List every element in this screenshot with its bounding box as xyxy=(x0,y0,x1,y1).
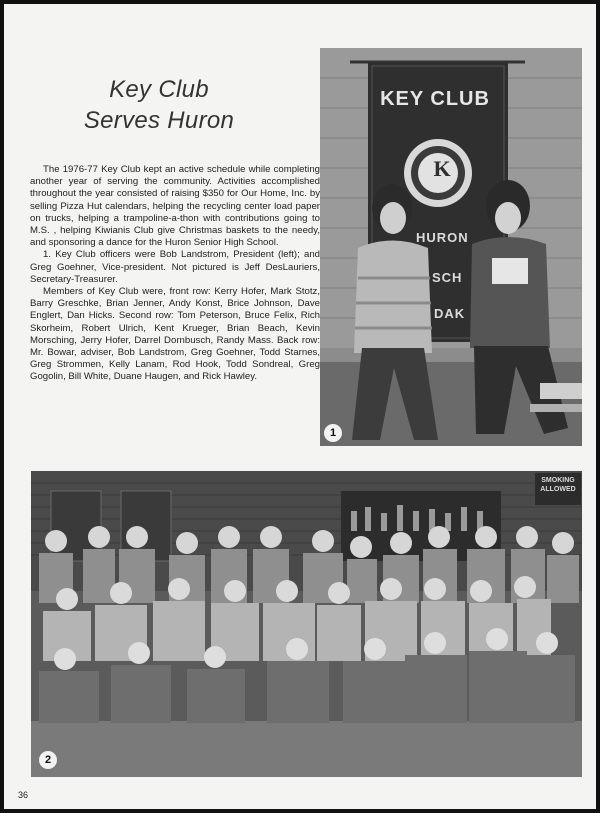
title-line-1: Key Club xyxy=(109,76,209,103)
banner-title: KEY CLUB xyxy=(380,88,490,110)
smoking-allowed-sign: SMOKING ALLOWED xyxy=(535,473,581,505)
seal-letter: K xyxy=(433,156,451,181)
article-body xyxy=(30,164,320,384)
group-photo xyxy=(31,471,582,777)
yearbook-page xyxy=(4,4,596,809)
paragraph-officers: 1. Key Club officers were Bob Landstrom, President (left); and Greg Goehner, Vice-president. Not pictured is Jeff DesLauriers, Secretary-Treasurer. xyxy=(30,249,320,285)
paragraph-intro: The 1976-77 Key Club kept an active schedule while completing another year of serving the community. Activities accomplished throughout the year consisted of raising $350 for Our Home, Inc. by selling Pizza Hut calendars, helping the recycling center load paper on trucks, helping a trampoline-a-thon with contributions going to M.S. , helping Kiwianis Club give Christmas baskets to the needy, and sponsoring a dance for the Huron Senior High School. xyxy=(30,164,320,249)
title-line-2: Serves Huron xyxy=(83,107,235,134)
page-title xyxy=(44,74,274,136)
photo-number-badge: 2 xyxy=(39,751,57,769)
banner-line-3: DAK xyxy=(434,306,466,321)
page-number: 36 xyxy=(18,790,29,800)
banner-line-1: HURON xyxy=(416,230,469,245)
officers-photo xyxy=(320,48,582,446)
paragraph-members: Members of Key Club were, front row: Kerry Hofer, Mark Stotz, Barry Greschke, Brian Jenner, Andy Konst, Brice Johnson, Dave Englert, Dan Hicks. Second row: Tom Peterson, Bruce Felix, Rich Skorheim, Robert Ulrich, Kent Krueger, Brian Beach, Kevin Morsching, Jerry Hofer, Darrel Dornbusch, Randy Mass. Back row: Mr. Bowar, adviser, Bob Landstrom, Greg Goehner, Todd Starnes, Greg Strommen, Kelly Lanam, Rod Hook, Todd Sondreal, Greg Gogolin, Bill White, Duane Haugen, and Rick Hawley. xyxy=(30,286,320,383)
photo-number-badge: 1 xyxy=(324,424,342,442)
group-photo-illustration xyxy=(31,471,582,777)
banner-line-2: SCH xyxy=(432,270,463,285)
